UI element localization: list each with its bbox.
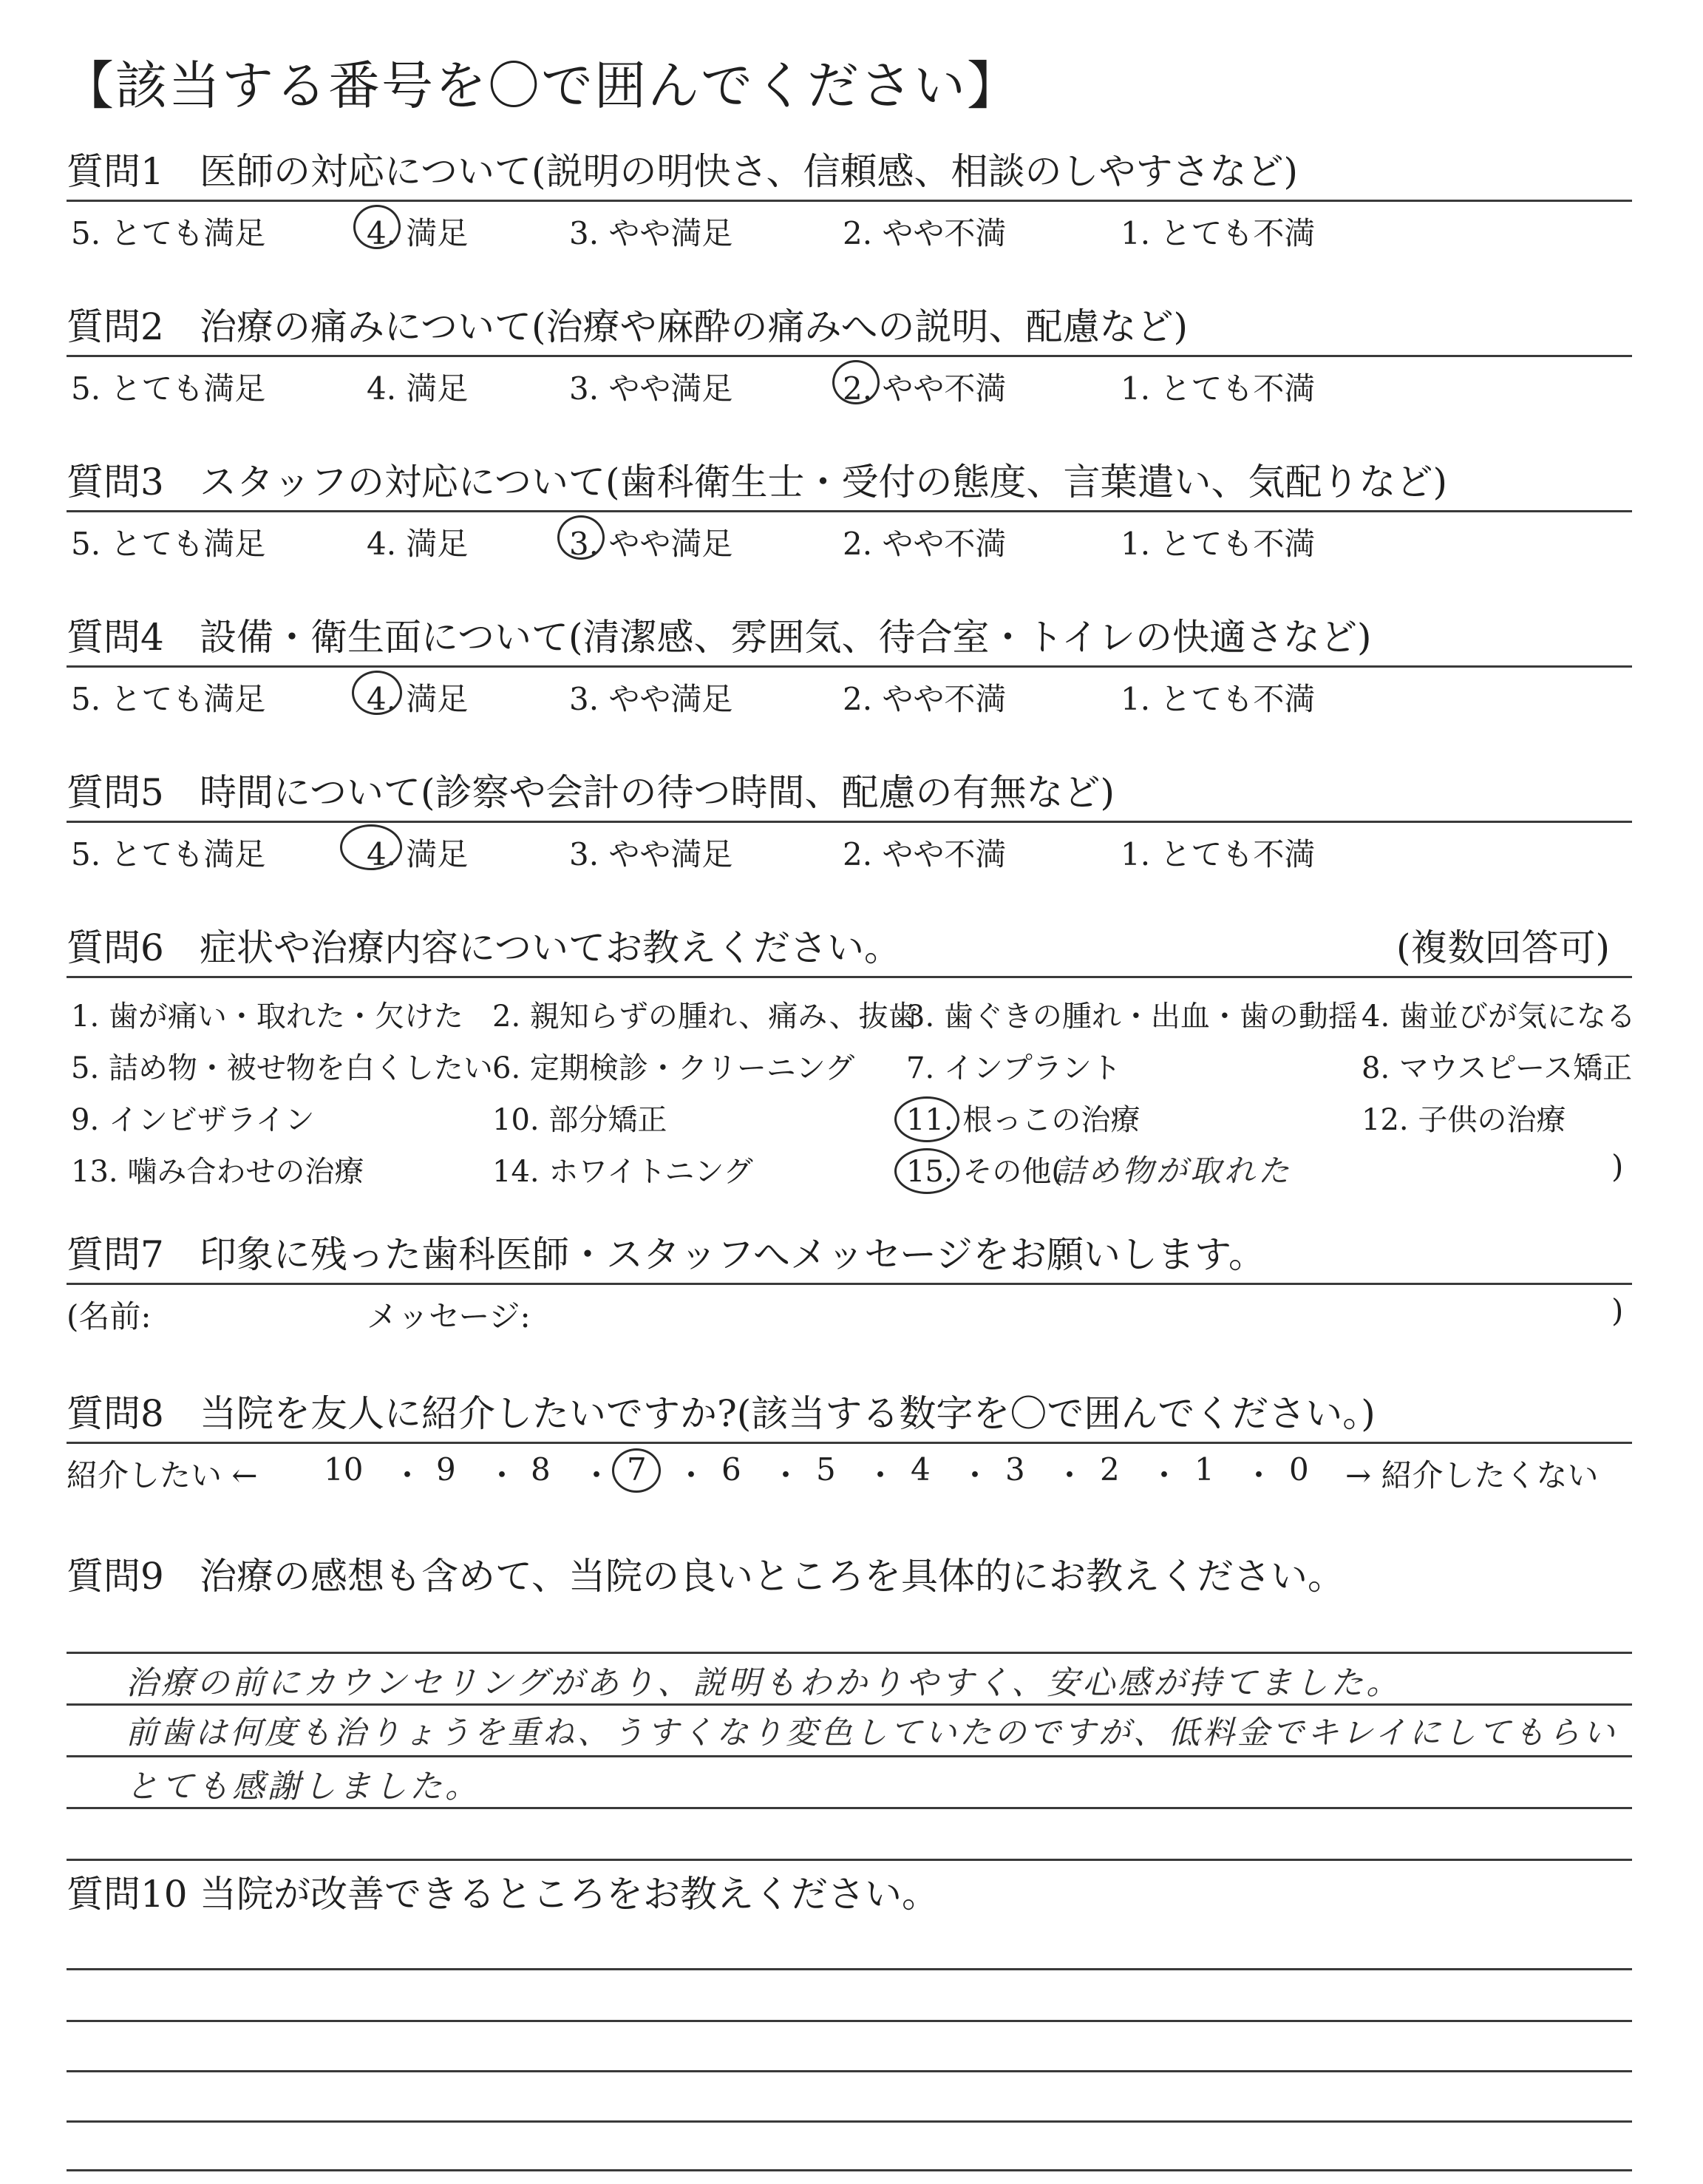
option-3[interactable]: 3. やや満足	[569, 215, 733, 251]
symptom-option[interactable]: 13. 噛み合わせの治療	[71, 1155, 364, 1189]
scale-value-0[interactable]: 0	[1289, 1451, 1309, 1488]
symptom-option[interactable]: 4. 歯並びが気になる	[1362, 1000, 1636, 1034]
option-3[interactable]: 3. やや満足	[569, 370, 733, 407]
question-8	[67, 1390, 1632, 1496]
answer-line	[67, 1652, 1632, 1654]
scale-dot: ・	[1243, 1457, 1275, 1493]
option-4[interactable]: 4. 満足	[367, 836, 469, 872]
message-row	[67, 1285, 1632, 1337]
question-6	[67, 924, 1636, 1200]
answer-line	[67, 1703, 1632, 1706]
selection-circle	[832, 360, 880, 404]
answer-area	[67, 1918, 1632, 2184]
option-4[interactable]: 4. 満足	[367, 526, 469, 562]
option-4[interactable]: 4. 満足	[367, 370, 469, 407]
selection-circle	[894, 1148, 959, 1194]
question-5-text: 時間について(診察や会計の待つ時間、配慮の有無など)	[200, 771, 1115, 814]
symptom-option[interactable]: 11. 根っこの治療	[906, 1103, 1141, 1137]
scale-value-5[interactable]: 5	[816, 1451, 836, 1488]
question-1	[67, 148, 1632, 251]
question-3-number: 質問3	[67, 461, 164, 503]
scale-value-10[interactable]: 10	[324, 1451, 364, 1488]
option-3[interactable]: 3. やや満足	[569, 681, 733, 717]
scale-value-7[interactable]: 7	[627, 1451, 647, 1488]
question-2-number: 質問2	[67, 305, 164, 348]
option-2[interactable]: 2. やや不満	[843, 526, 1007, 562]
selection-circle	[352, 671, 402, 715]
symptom-option[interactable]: 12. 子供の治療	[1362, 1103, 1566, 1137]
question-10-number: 質問10	[67, 1873, 188, 1916]
question-7-text: 印象に残った歯科医師・スタッフへメッセージをお願いします。	[200, 1233, 1265, 1276]
symptom-option[interactable]: 14. ホワイトニング	[492, 1155, 753, 1189]
handwritten-answer-line-1: 治療の前にカウンセリングがあり、説明もわかりやすく、安心感が持てました。	[126, 1664, 1402, 1702]
scale-dot: ・	[1054, 1457, 1086, 1493]
answer-line	[67, 2120, 1632, 2123]
symptom-option[interactable]: 1. 歯が痛い・取れた・欠けた	[71, 1000, 463, 1034]
selection-circle	[612, 1448, 661, 1493]
recommend-left-label: 紹介したい ←	[67, 1457, 258, 1493]
answer-line	[67, 2020, 1632, 2022]
option-4[interactable]: 4. 満足	[367, 681, 469, 717]
question-9-number: 質問9	[67, 1555, 164, 1598]
rating-options	[67, 357, 1632, 406]
question-7	[67, 1231, 1632, 1337]
question-10-text: 当院が改善できるところをお教えください。	[200, 1873, 939, 1916]
question-7-number: 質問7	[67, 1233, 164, 1276]
symptom-option[interactable]: 3. 歯ぐきの腫れ・出血・歯の動揺	[906, 1000, 1358, 1034]
option-1[interactable]: 1. とても不満	[1121, 526, 1316, 562]
scale-dot: ・	[581, 1457, 613, 1493]
form-header: 【該当する番号を〇で囲んでください】	[62, 55, 1020, 116]
rating-options	[67, 823, 1632, 872]
rating-options	[67, 202, 1632, 251]
scale-dot: ・	[676, 1457, 707, 1493]
question-9	[67, 1553, 1632, 1881]
question-3-text: スタッフの対応について(歯科衛生士・受付の態度、言葉遣い、気配りなど)	[200, 461, 1448, 503]
answer-line	[67, 2169, 1632, 2171]
message-field-label: メッセージ:	[367, 1298, 531, 1335]
option-3[interactable]: 3. やや満足	[569, 526, 733, 562]
symptom-option[interactable]: 10. 部分矯正	[492, 1103, 667, 1137]
scale-dot: ・	[392, 1457, 424, 1493]
question-3	[67, 458, 1632, 561]
symptom-option[interactable]: 2. 親知らずの腫れ、痛み、抜歯	[492, 1000, 918, 1034]
option-2[interactable]: 2. やや不満	[843, 370, 1007, 407]
recommend-right-label: → 紹介したくない	[1345, 1457, 1599, 1493]
scale-value-1[interactable]: 1	[1194, 1451, 1214, 1488]
answer-line	[67, 2070, 1632, 2072]
scale-dot: ・	[865, 1457, 897, 1493]
question-10	[67, 1871, 1632, 2184]
symptom-options	[67, 978, 1636, 1200]
answer-line	[67, 1968, 1632, 1970]
option-1[interactable]: 1. とても不満	[1121, 681, 1316, 717]
scale-dot: ・	[770, 1457, 802, 1493]
question-4-number: 質問4	[67, 616, 164, 659]
option-5[interactable]: 5. とても満足	[71, 370, 266, 407]
selection-circle	[340, 824, 402, 870]
option-5[interactable]: 5. とても満足	[71, 681, 266, 717]
scale-dot: ・	[1149, 1457, 1180, 1493]
scale-value-2[interactable]: 2	[1100, 1451, 1120, 1488]
option-1[interactable]: 1. とても不満	[1121, 836, 1316, 872]
option-4[interactable]: 4. 満足	[367, 215, 469, 251]
scale-dot: ・	[959, 1457, 991, 1493]
option-2[interactable]: 2. やや不満	[843, 836, 1007, 872]
question-1-text: 医師の対応について(説明の明快さ、信頼感、相談のしやすさなど)	[200, 150, 1299, 193]
scale-value-4[interactable]: 4	[911, 1451, 931, 1488]
option-5[interactable]: 5. とても満足	[71, 836, 266, 872]
question-2	[67, 303, 1632, 406]
question-1-number: 質問1	[67, 150, 164, 193]
question-5-number: 質問5	[67, 771, 164, 814]
symptom-option[interactable]: 9. インビザライン	[71, 1103, 315, 1137]
symptom-option[interactable]: 8. マウスピース矯正	[1362, 1051, 1633, 1085]
symptom-option[interactable]: 7. インプラント	[906, 1051, 1121, 1085]
selection-circle	[353, 205, 401, 249]
symptom-option-other[interactable]: 15. その他(	[906, 1155, 1063, 1189]
question-6-text: 症状や治療内容についてお教えください。	[200, 926, 901, 969]
question-2-text: 治療の痛みについて(治療や麻酔の痛みへの説明、配慮など)	[200, 305, 1189, 348]
message-close-paren: )	[1611, 1292, 1624, 1329]
name-field-label: (名前:	[67, 1298, 152, 1335]
answer-area	[67, 1600, 1632, 1881]
scale-value-9[interactable]: 9	[436, 1451, 456, 1488]
handwritten-answer-line-2: 前歯は何度も治りょうを重ね、うすくなり変色していたのですが、低料金でキレイにしてもらい	[126, 1715, 1618, 1751]
question-5	[67, 769, 1632, 872]
scale-dot: ・	[486, 1457, 518, 1493]
handwritten-answer-line-3: とても感謝しました。	[126, 1768, 480, 1805]
selection-circle	[557, 515, 605, 560]
option-1[interactable]: 1. とても不満	[1121, 370, 1316, 407]
option-2[interactable]: 2. やや不満	[843, 215, 1007, 251]
question-6-number: 質問6	[67, 926, 164, 969]
recommend-scale	[67, 1444, 1632, 1496]
scale-value-8[interactable]: 8	[531, 1451, 551, 1488]
answer-line	[67, 1859, 1632, 1861]
scale-value-6[interactable]: 6	[721, 1451, 741, 1488]
answer-line	[67, 1755, 1632, 1757]
question-4	[67, 614, 1632, 716]
question-8-text: 当院を友人に紹介したいですか?(該当する数字を〇で囲んでください。)	[200, 1392, 1376, 1435]
scale-value-3[interactable]: 3	[1005, 1451, 1025, 1488]
question-4-text: 設備・衛生面について(清潔感、雰囲気、待合室・トイレの快適さなど)	[200, 616, 1372, 659]
multiple-answers-note: (複数回答可)	[1396, 926, 1610, 969]
other-close-paren: )	[1611, 1148, 1624, 1184]
question-8-number: 質問8	[67, 1392, 164, 1435]
option-5[interactable]: 5. とても満足	[71, 215, 266, 251]
answer-line	[67, 1807, 1632, 1809]
rating-options	[67, 668, 1632, 716]
selection-circle	[894, 1096, 959, 1142]
option-3[interactable]: 3. やや満足	[569, 836, 733, 872]
option-5[interactable]: 5. とても満足	[71, 526, 266, 562]
symptom-option[interactable]: 5. 詰め物・被せ物を白くしたい	[71, 1051, 493, 1085]
option-2[interactable]: 2. やや不満	[843, 681, 1007, 717]
other-handwritten-answer: 詰め物が取れた	[1054, 1153, 1293, 1189]
question-9-text: 治療の感想も含めて、当院の良いところを具体的にお教えください。	[200, 1555, 1345, 1598]
symptom-option[interactable]: 6. 定期検診・クリーニング	[492, 1051, 855, 1085]
option-1[interactable]: 1. とても不満	[1121, 215, 1316, 251]
rating-options	[67, 512, 1632, 561]
